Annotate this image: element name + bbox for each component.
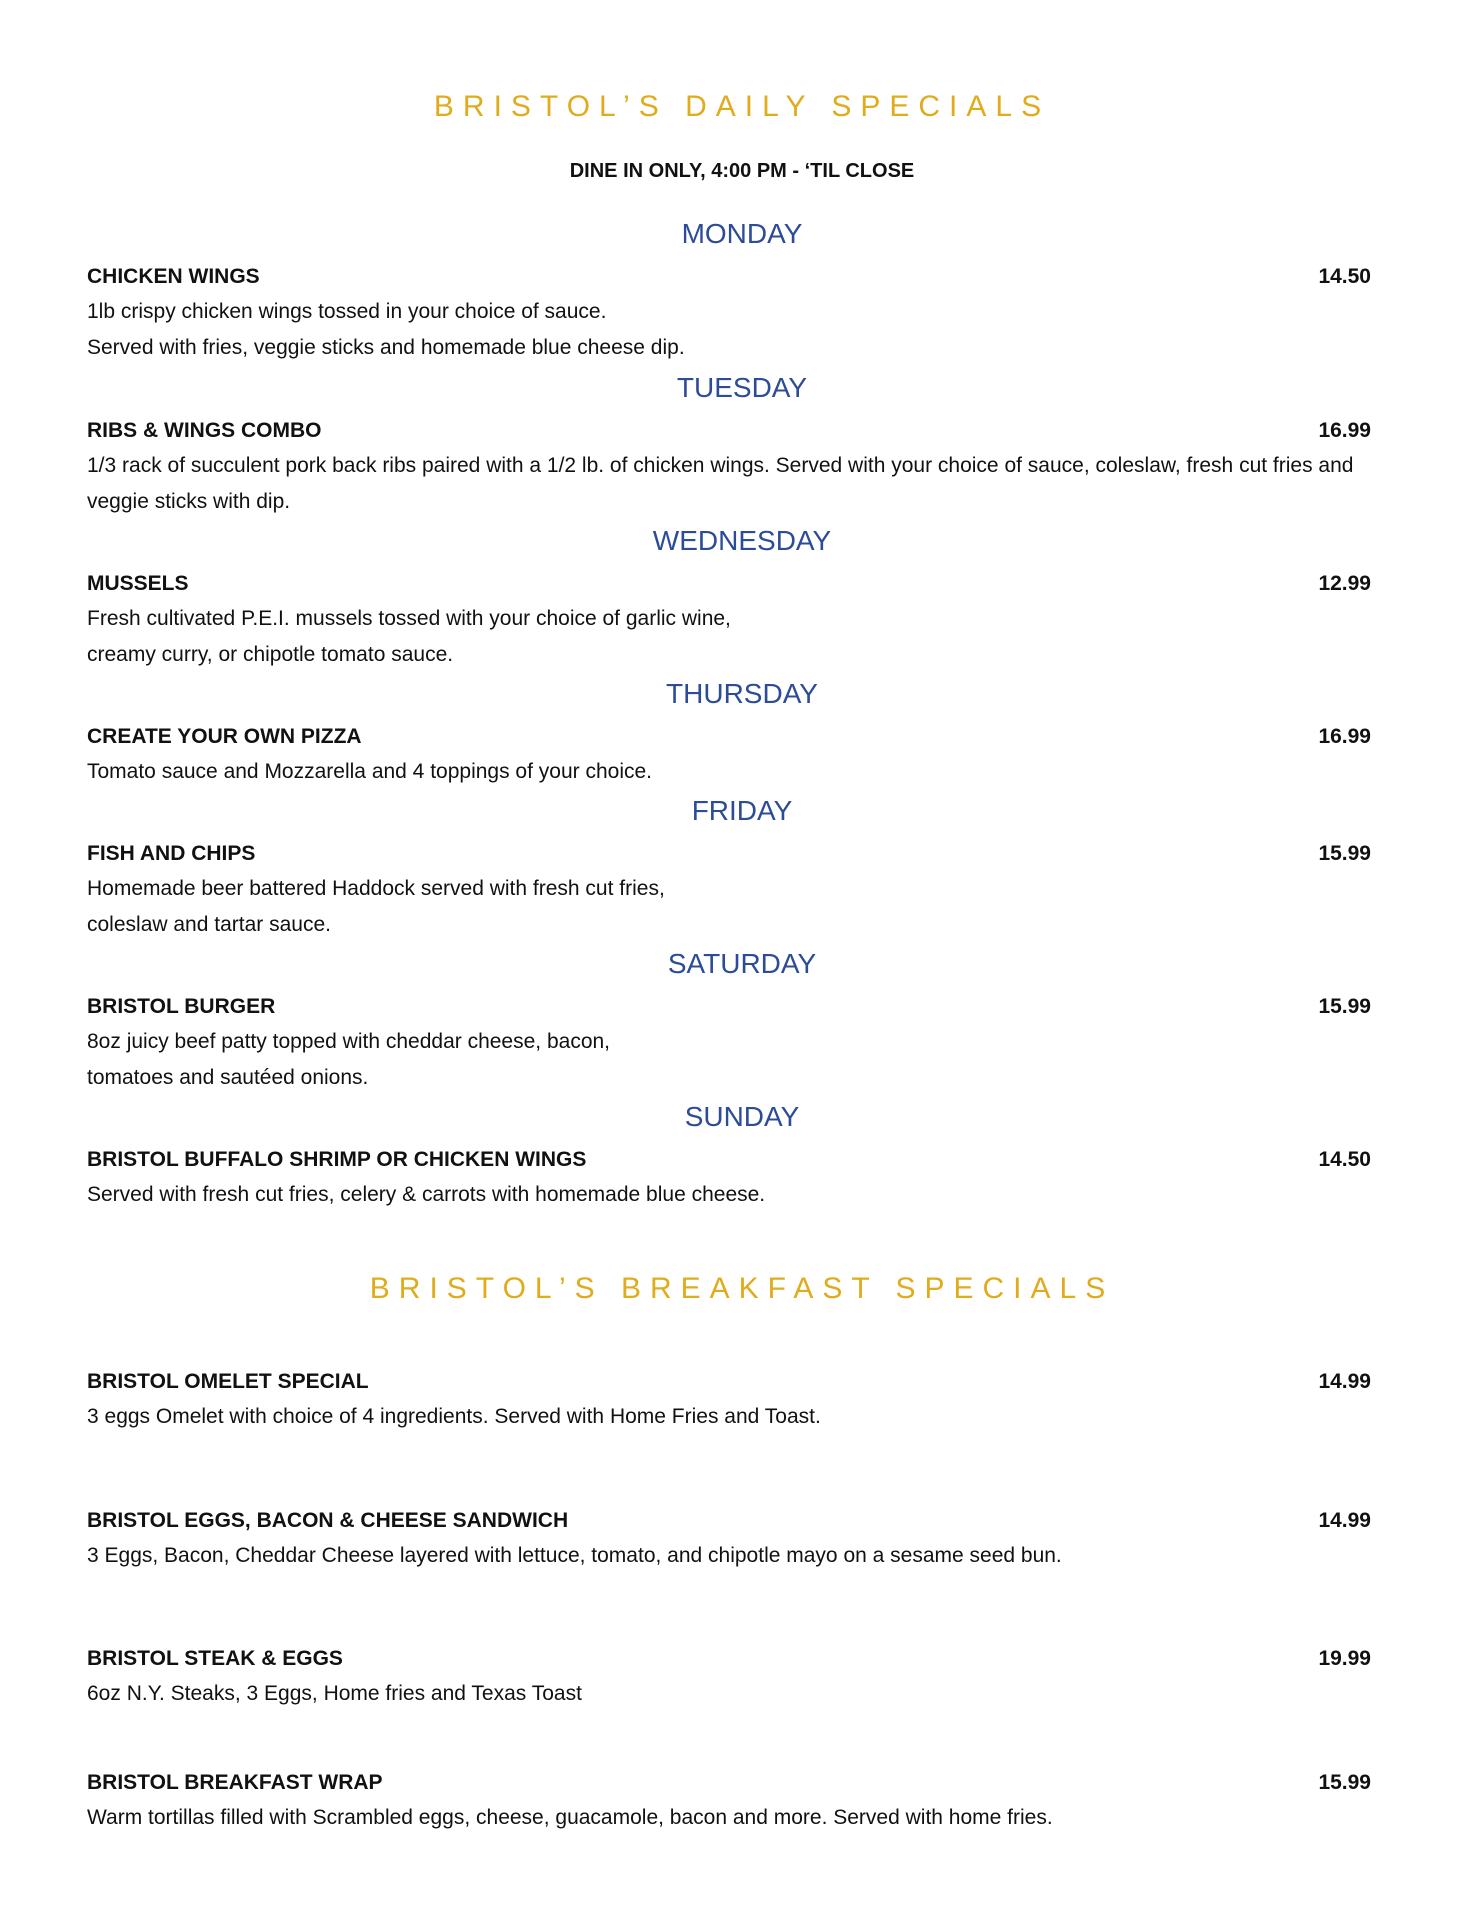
day-heading-tuesday: TUESDAY	[676, 372, 808, 403]
item-price: 16.99	[1318, 725, 1371, 748]
item-name: BRISTOL EGGS, BACON & CHEESE SANDWICH	[87, 1509, 569, 1532]
item-name: BRISTOL BREAKFAST WRAP	[87, 1771, 383, 1794]
item-desc-line: Warm tortillas filled with Scrambled eggs, cheese, guacamole, bacon and more. Served with home fries.	[87, 1806, 1053, 1829]
item-price: 14.50	[1318, 1148, 1371, 1171]
item-desc-line: Served with fresh cut fries, celery & carrots with homemade blue cheese.	[87, 1183, 766, 1206]
item-desc-line: Served with fries, veggie sticks and homemade blue cheese dip.	[87, 336, 685, 359]
item-price: 15.99	[1318, 995, 1371, 1018]
item-desc-line: 3 Eggs, Bacon, Cheddar Cheese layered with lettuce, tomato, and chipotle mayo on a sesame seed bun.	[87, 1544, 1062, 1567]
item-name: CREATE YOUR OWN PIZZA	[87, 725, 362, 748]
item-price: 14.50	[1318, 265, 1371, 288]
item-desc-line: coleslaw and tartar sauce.	[87, 913, 331, 936]
item-desc-line: creamy curry, or chipotle tomato sauce.	[87, 643, 454, 666]
item-desc-line: 1/3 rack of succulent pork back ribs paired with a 1/2 lb. of chicken wings. Served with your choice of sauce, coleslaw, fresh cut fries and	[87, 454, 1354, 477]
item-desc-line: 8oz juicy beef patty topped with cheddar cheese, bacon,	[87, 1030, 611, 1053]
item-desc-line: veggie sticks with dip.	[87, 490, 291, 513]
day-heading-saturday: SATURDAY	[667, 948, 817, 979]
day-heading-monday: MONDAY	[681, 218, 803, 249]
item-desc-line: tomatoes and sautéed onions.	[87, 1066, 369, 1089]
dine-in-note: DINE IN ONLY, 4:00 PM - ‘TIL CLOSE	[569, 160, 915, 182]
item-name: BRISTOL STEAK & EGGS	[87, 1647, 343, 1670]
item-price: 19.99	[1318, 1647, 1371, 1670]
item-price: 15.99	[1318, 842, 1371, 865]
item-name: RIBS & WINGS COMBO	[87, 419, 322, 442]
day-heading-wednesday: WEDNESDAY	[652, 525, 832, 556]
day-heading-friday: FRIDAY	[691, 795, 793, 826]
item-desc-line: Homemade beer battered Haddock served with fresh cut fries,	[87, 877, 665, 900]
item-price: 14.99	[1318, 1370, 1371, 1393]
item-desc-line: 6oz N.Y. Steaks, 3 Eggs, Home fries and Texas Toast	[87, 1682, 582, 1705]
item-price: 12.99	[1318, 572, 1371, 595]
item-name: BRISTOL BURGER	[87, 995, 276, 1018]
item-desc-line: Fresh cultivated P.E.I. mussels tossed with your choice of garlic wine,	[87, 607, 731, 630]
item-desc-line: Tomato sauce and Mozzarella and 4 toppings of your choice.	[87, 760, 653, 783]
item-price: 14.99	[1318, 1509, 1371, 1532]
item-price: 15.99	[1318, 1771, 1371, 1794]
breakfast-specials-title: BRISTOL’S BREAKFAST SPECIALS	[369, 1272, 1115, 1305]
item-name: BRISTOL BUFFALO SHRIMP OR CHICKEN WINGS	[87, 1148, 587, 1171]
item-name: MUSSELS	[87, 572, 189, 595]
item-name: BRISTOL OMELET SPECIAL	[87, 1370, 369, 1393]
item-name: CHICKEN WINGS	[87, 265, 260, 288]
item-desc-line: 3 eggs Omelet with choice of 4 ingredients. Served with Home Fries and Toast.	[87, 1405, 821, 1428]
item-name: FISH AND CHIPS	[87, 842, 256, 865]
daily-specials-title: BRISTOL’S DAILY SPECIALS	[433, 90, 1051, 123]
item-price: 16.99	[1318, 419, 1371, 442]
day-heading-sunday: SUNDAY	[684, 1101, 800, 1132]
item-desc-line: 1lb crispy chicken wings tossed in your choice of sauce.	[87, 300, 607, 323]
day-heading-thursday: THURSDAY	[666, 678, 818, 709]
